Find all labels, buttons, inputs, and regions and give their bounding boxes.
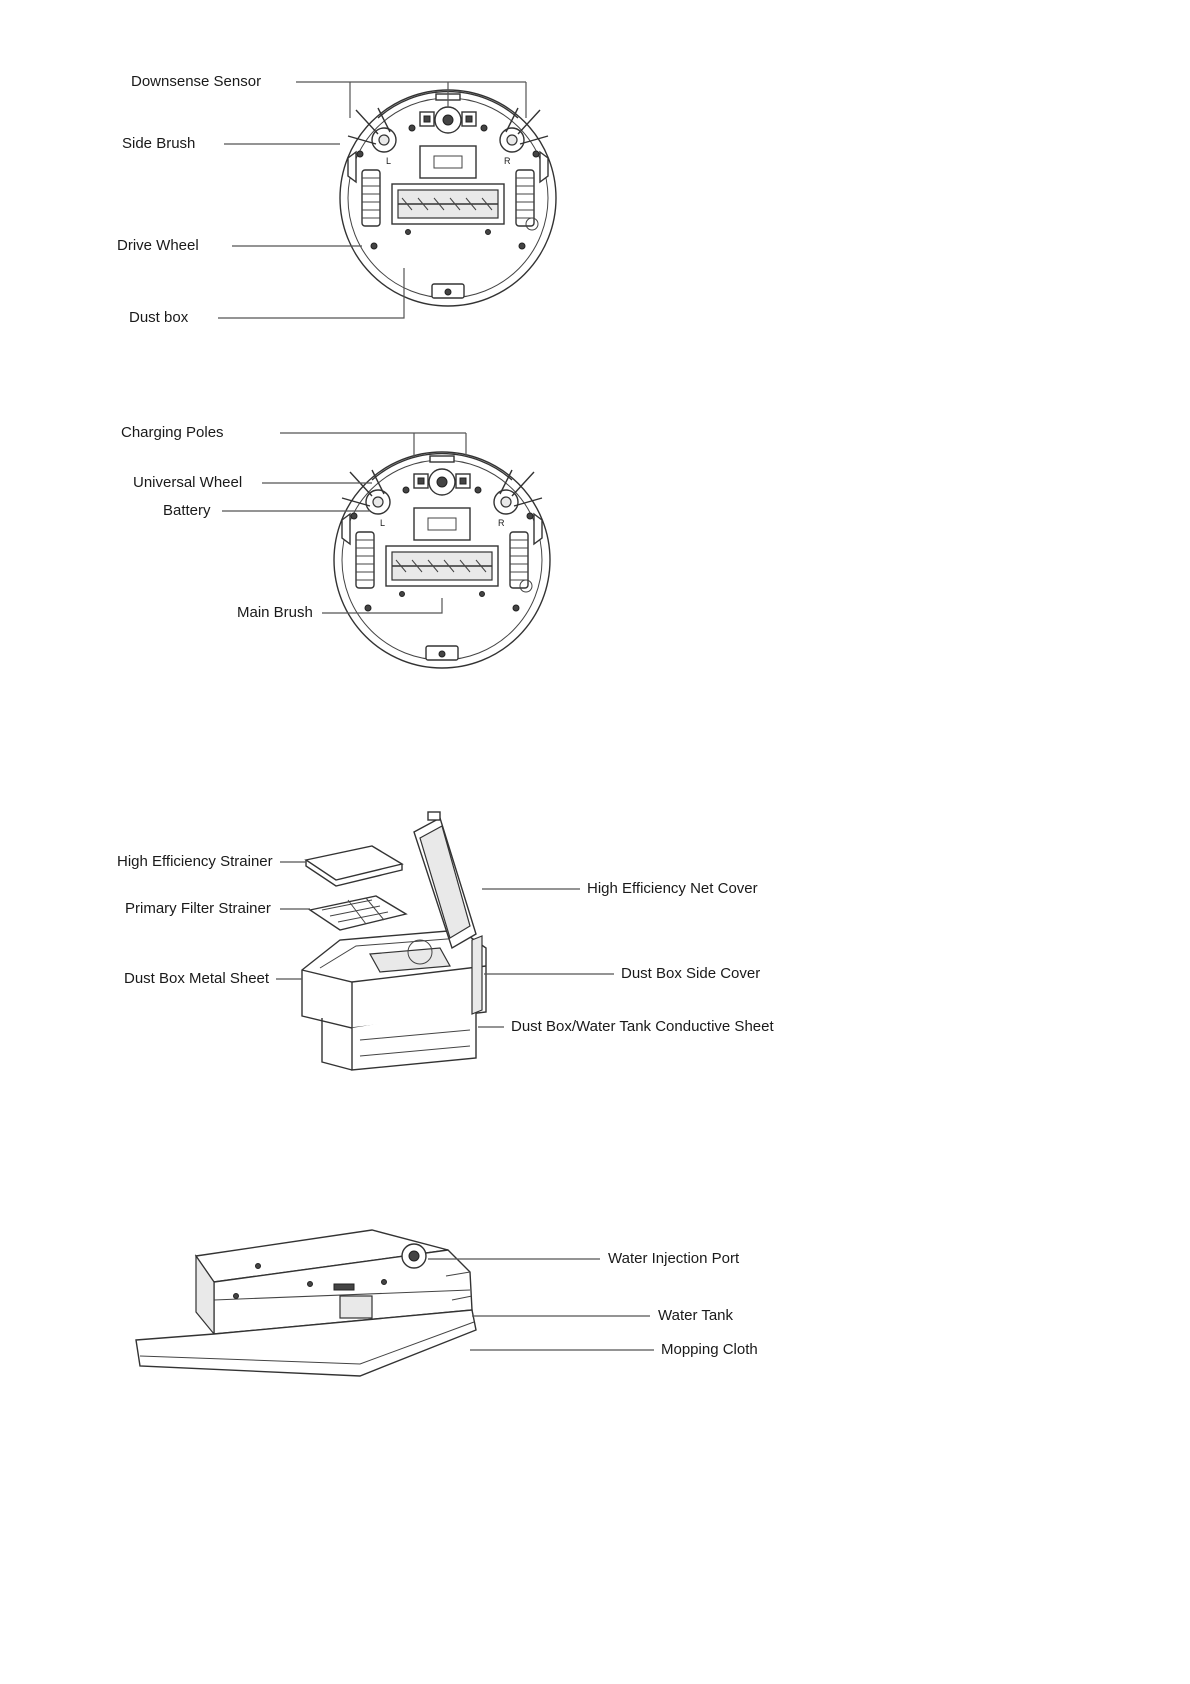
label-universal-wheel: Universal Wheel	[133, 474, 243, 491]
label-water-injection-port: Water Injection Port	[608, 1250, 740, 1267]
label-drive-wheel: Drive Wheel	[117, 237, 199, 254]
label-battery: Battery	[163, 502, 211, 519]
dust-box-side-cover-part	[472, 936, 482, 1014]
label-side-brush: Side Brush	[122, 135, 196, 152]
label-conductive-sheet: Dust Box/Water Tank Conductive Sheet	[511, 1018, 774, 1035]
label-water-tank: Water Tank	[658, 1307, 734, 1324]
robot-bottom-view-2	[334, 452, 550, 668]
label-dust-box-metal-sheet: Dust Box Metal Sheet	[124, 970, 270, 987]
label-charging-poles: Charging Poles	[121, 424, 224, 441]
label-mopping-cloth: Mopping Cloth	[661, 1341, 758, 1358]
water-tank-diagram	[136, 1230, 758, 1376]
label-downsense-sensor: Downsense Sensor	[131, 73, 262, 90]
label-high-efficiency-net-cover: High Efficiency Net Cover	[587, 880, 758, 897]
label-primary-filter-strainer: Primary Filter Strainer	[125, 900, 271, 917]
robot-bottom-view-1	[340, 90, 556, 306]
label-high-efficiency-strainer: High Efficiency Strainer	[117, 853, 273, 870]
label-dust-box: Dust box	[129, 309, 189, 326]
robot-bottom-diagram-2	[121, 424, 550, 668]
dust-box-diagram	[117, 812, 774, 1070]
robot-bottom-diagram-1	[117, 73, 556, 326]
label-dust-box-side-cover: Dust Box Side Cover	[621, 965, 761, 982]
label-main-brush: Main Brush	[237, 604, 313, 621]
